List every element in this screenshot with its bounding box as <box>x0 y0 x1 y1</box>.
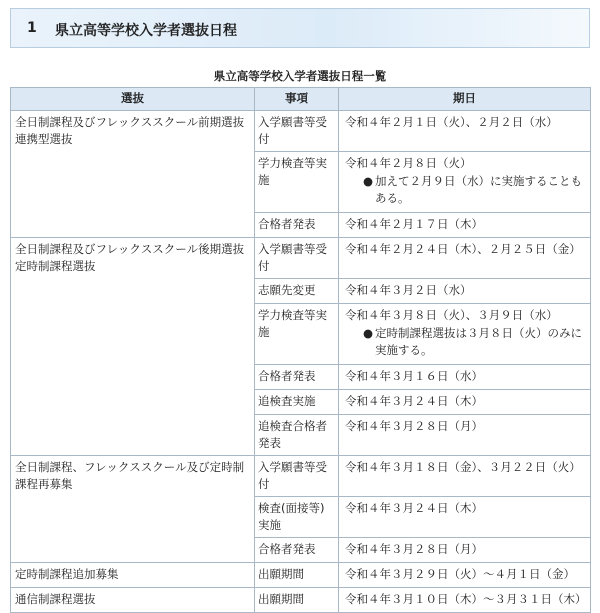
date-text: 令和４年２月８日（火） <box>345 156 472 170</box>
date-cell: 令和４年３月２４日（木） <box>339 390 591 415</box>
table-row <box>11 456 591 497</box>
selection-cell: 通信制課程選抜 <box>11 588 255 613</box>
table-row <box>11 238 591 279</box>
item-cell: 追検査実施 <box>255 390 339 415</box>
schedule-table <box>10 87 591 613</box>
table-row <box>11 111 591 152</box>
table-row <box>11 563 591 588</box>
date-cell: 令和４年３月１６日（水） <box>339 365 591 390</box>
date-cell <box>339 152 591 213</box>
section-number: 1 <box>27 20 37 36</box>
date-text: 令和４年３月８日（火）、３月９日（水） <box>345 308 558 322</box>
date-note <box>345 325 584 359</box>
bullet-icon: ● <box>363 174 374 188</box>
selection-cell: 全日制課程及びフレックススクール後期選抜定時制課程選抜 <box>11 238 255 456</box>
date-note <box>345 173 584 207</box>
table-header-row <box>11 88 591 111</box>
table-row <box>11 588 591 613</box>
item-cell: 入学願書等受付 <box>255 238 339 279</box>
header-selection: 選抜 <box>11 88 255 111</box>
selection-cell: 全日制課程及びフレックススクール前期選抜連携型選抜 <box>11 111 255 238</box>
item-cell: 学力検査等実施 <box>255 304 339 365</box>
item-cell: 追検査合格者発表 <box>255 415 339 456</box>
bullet-icon: ● <box>363 326 374 340</box>
item-cell: 合格者発表 <box>255 213 339 238</box>
date-cell: 令和４年３月２８日（月） <box>339 415 591 456</box>
item-cell: 合格者発表 <box>255 365 339 390</box>
item-cell: 志願先変更 <box>255 279 339 304</box>
item-cell: 出願期間 <box>255 588 339 613</box>
date-cell: 令和４年２月２４日（木）、２月２５日（金） <box>339 238 591 279</box>
date-cell: 令和４年２月１７日（木） <box>339 213 591 238</box>
item-cell: 学力検査等実施 <box>255 152 339 213</box>
date-cell: 令和４年３月２９日（火）～４月１日（金） <box>339 563 591 588</box>
item-cell: 入学願書等受付 <box>255 456 339 497</box>
date-cell: 令和４年３月１８日（金）、３月２２日（火） <box>339 456 591 497</box>
note-text: 定時制課程選抜は３月８日（火）のみに実施する。 <box>375 326 582 357</box>
date-cell: 令和４年２月１日（火）、２月２日（水） <box>339 111 591 152</box>
date-cell: 令和４年３月２日（水） <box>339 279 591 304</box>
selection-cell: 定時制課程追加募集 <box>11 563 255 588</box>
date-cell <box>339 304 591 365</box>
item-cell: 検査(面接等)実施 <box>255 497 339 538</box>
header-item: 事項 <box>255 88 339 111</box>
item-cell: 出願期間 <box>255 563 339 588</box>
selection-cell: 全日制課程、フレックススクール及び定時制課程再募集 <box>11 456 255 563</box>
date-cell: 令和４年３月２４日（木） <box>339 497 591 538</box>
section-title: 県立高等学校入学者選抜日程 <box>55 23 237 39</box>
date-cell: 令和４年３月１０日（木）～３月３１日（木） <box>339 588 591 613</box>
item-cell: 合格者発表 <box>255 538 339 563</box>
table-caption: 県立高等学校入学者選抜日程一覧 <box>213 69 387 83</box>
note-text: 加えて２月９日（水）に実施することもある。 <box>375 174 582 205</box>
date-cell: 令和４年３月２８日（月） <box>339 538 591 563</box>
header-date: 期日 <box>339 88 591 111</box>
section-heading <box>10 8 590 48</box>
item-cell: 入学願書等受付 <box>255 111 339 152</box>
